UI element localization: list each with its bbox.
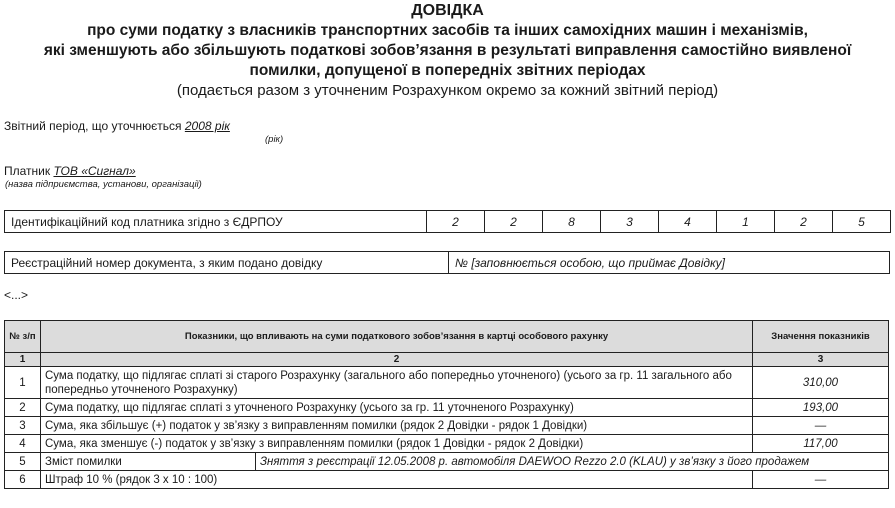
subtitle-line-3: помилки, допущеної в попередніх звітних періодах xyxy=(249,62,646,79)
table-row xyxy=(5,399,889,417)
row-num: 6 xyxy=(5,471,41,489)
row-value: 193,00 xyxy=(753,399,889,417)
period-hint: (рік) xyxy=(265,134,284,145)
edrpou-digit: 3 xyxy=(601,211,659,233)
table-header-row xyxy=(5,321,889,353)
row-value: — xyxy=(753,417,889,435)
row-num: 3 xyxy=(5,417,41,435)
payer-field xyxy=(4,164,136,178)
edrpou-digit: 8 xyxy=(543,211,601,233)
column-number: 2 xyxy=(41,353,753,367)
header-value: Значення показників xyxy=(753,321,889,353)
indicators-table xyxy=(4,320,889,489)
row-text: Сума податку, що підлягає сплаті з уточненого Розрахунку (усього за гр. 11 уточненого Розрахунку) xyxy=(41,399,753,417)
row-num: 2 xyxy=(5,399,41,417)
edrpou-digit: 4 xyxy=(659,211,717,233)
edrpou-table xyxy=(4,210,891,233)
edrpou-digit: 5 xyxy=(833,211,891,233)
table-row xyxy=(5,453,889,471)
column-number: 1 xyxy=(5,353,41,367)
subtitle-line-2: які зменшують або збільшують податкові зобов’язання в результаті виправлення самостійно виявленої xyxy=(43,42,852,59)
edrpou-digit: 2 xyxy=(427,211,485,233)
edrpou-label: Ідентифікаційний код платника згідно з ЄДРПОУ xyxy=(5,211,427,233)
table-row xyxy=(5,435,889,453)
payer-hint: (назва підприємства, установи, організації) xyxy=(5,179,202,190)
row-value: 310,00 xyxy=(753,367,889,399)
row-num: 5 xyxy=(5,453,41,471)
period-label: Звітний період, що уточнюється xyxy=(4,119,182,133)
document-subtitle xyxy=(0,21,895,81)
header-num: № з/п xyxy=(5,321,41,353)
header-indicator: Показники, що впливають на суми податкового зобов’язання в картці особового рахунку xyxy=(41,321,753,353)
registration-table xyxy=(4,251,890,274)
error-description: Зняття з реєстрації 12.05.2008 р. автомобіля DAEWOO Rezzo 2.0 (KLAU) у зв’язку з його продажем xyxy=(256,453,889,471)
row-value: — xyxy=(753,471,889,489)
omission-marker: <...> xyxy=(4,288,29,302)
column-number: 3 xyxy=(753,353,889,367)
edrpou-digit: 1 xyxy=(717,211,775,233)
subtitle-line-1: про суми податку з власників транспортних засобів та інших самохідних машин і механізмів, xyxy=(87,22,808,39)
period-field xyxy=(4,119,230,133)
row-text: Сума, яка зменшує (-) податок у зв’язку з виправленням помилки (рядок 1 Довідки - рядок 2 Довідки) xyxy=(41,435,753,453)
row-text: Сума, яка збільшує (+) податок у зв’язку з виправленням помилки (рядок 2 Довідки - рядок 1 Довідки) xyxy=(41,417,753,435)
edrpou-row xyxy=(5,211,891,233)
payer-label: Платник xyxy=(4,164,51,178)
row-text: Зміст помилки xyxy=(41,453,256,471)
edrpou-digit: 2 xyxy=(485,211,543,233)
row-num: 4 xyxy=(5,435,41,453)
registration-row xyxy=(5,252,890,274)
payer-value: ТОВ «Сигнал» xyxy=(53,164,136,178)
table-row xyxy=(5,417,889,435)
row-value: 117,00 xyxy=(753,435,889,453)
column-number-row xyxy=(5,353,889,367)
table-row xyxy=(5,367,889,399)
period-value: 2008 рік xyxy=(184,119,230,133)
row-text: Сума податку, що підлягає сплаті зі старого Розрахунку (загального або попередньо уточненого) (усього за гр. 11 загального або попередньо уточненого Розрахунку) xyxy=(41,367,753,399)
registration-value: № [заповнюється особою, що приймає Довідку] xyxy=(449,252,890,274)
document-title: ДОВІДКА xyxy=(411,2,484,19)
registration-label: Реєстраційний номер документа, з яким подано довідку xyxy=(5,252,449,274)
row-text: Штраф 10 % (рядок 3 х 10 : 100) xyxy=(41,471,753,489)
table-row xyxy=(5,471,889,489)
document-note: (подається разом з уточненим Розрахунком окремо за кожний звітний період) xyxy=(176,82,719,99)
edrpou-digit: 2 xyxy=(775,211,833,233)
row-num: 1 xyxy=(5,367,41,399)
